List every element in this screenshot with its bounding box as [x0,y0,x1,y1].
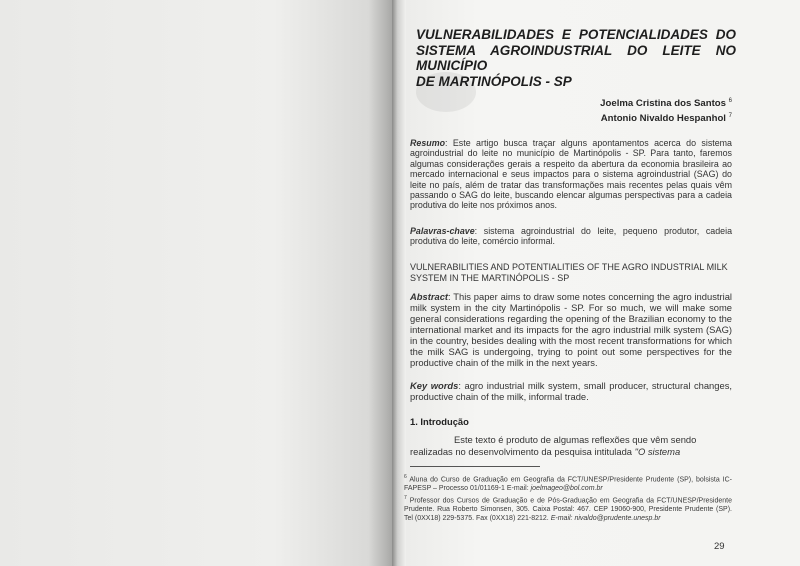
section-heading: 1. Introdução [410,416,469,427]
left-blank-page [0,0,392,566]
intro-paragraph [410,434,732,458]
author-2-name: Antonio Nivaldo Hespanhol [600,113,726,125]
resumo-paragraph [410,138,732,211]
intro-line-2 [410,446,732,458]
footnote-7-email-label: E-mail: [550,514,573,522]
footnote-6-email-label: E-mail: [506,485,529,493]
author-1 [600,95,732,110]
palavras-chave-label: Palavras-chave [410,226,475,236]
intro-line-2-quote: "O sistema [634,446,681,458]
page-number: 29 [714,541,725,552]
footnote-6 [404,473,732,494]
english-title: VULNERABILITIES AND POTENTIALITIES OF THE AGRO INDUSTRIAL MILK SYSTEM IN THE MARTINÓPOLIS - SP [410,262,728,283]
footnote-divider [410,466,540,467]
footnote-6-email: joelmageo@bol.com.br [530,485,603,493]
resumo-text: : Este artigo busca traçar alguns apontamentos acerca do sistema agroindustrial do leite no município de Martinópolis - SP. Para tanto, faremos algumas considerações gerais a respeito da abertura da economia brasileira ao mercado internacional e seus impactos para o sistema agroindustrial (SAG) do leite no país, além de tratar das transformações mais recentes pelas quais vêm passando o SAG do leite, buscando elencar algumas perspectivas para a cadeia produtiva do leite nos próximos anos. [410,138,732,211]
author-2-note: 7 [728,113,732,120]
footnote-7-number: 7 [404,494,407,501]
key-words-label: Key words [410,380,459,391]
palavras-chave-text: : sistema agroindustrial do leite, pequeno produtor, cadeia produtiva do leite, comércio informal. [410,226,732,247]
title-line-3: DE MARTINÓPOLIS - SP [416,73,572,89]
intro-line-1: Este texto é produto de algumas reflexões que vêm sendo [454,434,697,445]
author-1-note: 6 [728,98,732,104]
key-words-text: : agro industrial milk system, small producer, structural changes, productive chain of the milk, informal trade. [410,380,732,402]
footnote-7-text: Professor dos Cursos de Graduação e de Pós-Graduação em Geografia da FCT/UNESP/Presidente Prudente. Rua Roberto Simonsen, 305. Caixa Postal: 467. CEP 19060-900, Presidente Prudente (SP). Tel (0XX18) 229-5375. Fax (0XX18) 221-8212. [404,497,732,522]
footnotes [404,473,732,524]
abstract-text: : This paper aims to draw some notes concerning the agro industrial milk system in the city Martinópolis - SP. For so much, we will make some general considerations regarding the opening of the Brazilian economy to the international market and its impacts for the agro industrial milk system (SAG) in the country, besides dealing with the most recent transformations for which the milk SAG is undergoing, trying to point out some perspectives for the productive chain of the milk in the next years. [410,291,732,368]
author-1-name: Joelma Cristina dos Santos [600,98,726,110]
author-2 [600,110,732,125]
authors-block [600,95,732,125]
title-line-1: VULNERABILIDADES E POTENCIALIDADES DO [416,27,736,42]
footnote-7 [404,494,732,524]
resumo-label: Resumo [410,138,446,148]
footnote-6-text: Aluna do Curso de Graduação em Geografia da FCT/UNESP/Presidente Prudente (SP), bolsista IC-FAPESP – Processo 01/01169-1 [404,476,732,493]
intro-line-2-text: realizadas no desenvolvimento da pesquisa intitulada [410,446,633,458]
abstract-paragraph [410,291,732,368]
key-words-paragraph [410,380,732,402]
footnote-6-number: 6 [404,474,407,480]
article-title [416,27,736,89]
palavras-chave-paragraph [410,226,732,247]
title-line-2: SISTEMA AGROINDUSTRIAL DO LEITE NO MUNICÍPIO [416,42,736,74]
footnote-7-email: nivaldo@prudente.unesp.br [574,514,661,522]
abstract-label: Abstract [410,291,449,302]
